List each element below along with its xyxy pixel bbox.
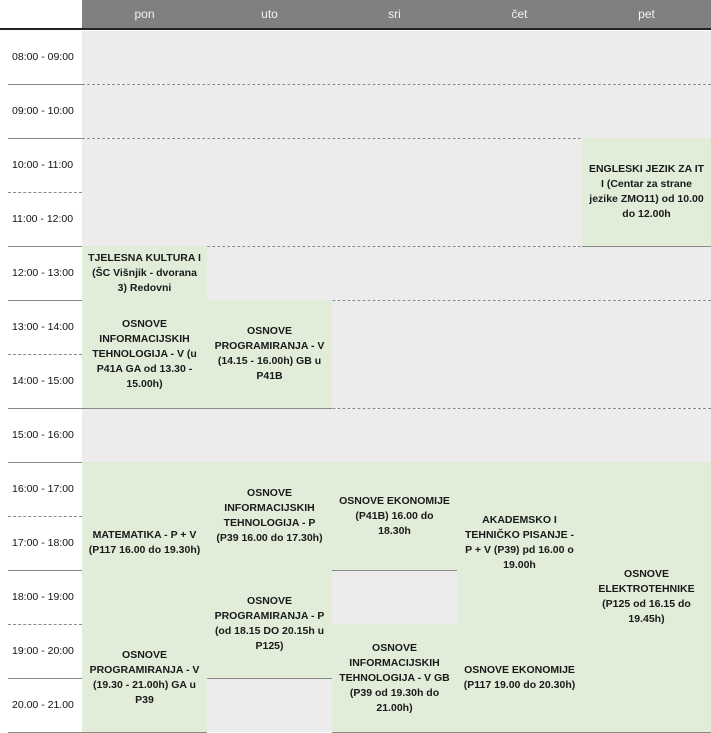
event-block[interactable] bbox=[82, 300, 207, 408]
hour-line bbox=[8, 246, 82, 247]
event-label: OSNOVE PROGRAMIRANJA - V (14.15 - 16.00h) GB u P41B bbox=[214, 325, 325, 382]
slot-band-5 bbox=[82, 409, 711, 462]
slot-band-0 bbox=[82, 31, 711, 84]
time-label: 17:00 - 18:00 bbox=[12, 537, 74, 549]
hour-line bbox=[8, 462, 82, 463]
event-label: OSNOVE INFORMACIJSKIH TEHNOLOGIJA - V (u P41A GA od 13.30 - 15.00h) bbox=[92, 317, 197, 390]
slot-band-1 bbox=[82, 85, 711, 138]
hour-line bbox=[8, 678, 82, 679]
time-label: 13:00 - 14:00 bbox=[12, 321, 74, 333]
hour-line bbox=[8, 516, 82, 517]
hour-line bbox=[8, 354, 82, 355]
day-header-1: uto bbox=[261, 7, 278, 21]
hour-line bbox=[8, 300, 82, 301]
event-block[interactable] bbox=[207, 570, 332, 678]
event-block[interactable] bbox=[582, 462, 711, 732]
event-label: OSNOVE EKONOMIJE (P41B) 16.00 do 18.30h bbox=[339, 494, 450, 537]
grid-line bbox=[82, 84, 711, 85]
event-label: OSNOVE PROGRAMIRANJA - V (19.30 - 21.00h) GA u P39 bbox=[89, 649, 200, 706]
time-label: 11:00 - 12:00 bbox=[12, 213, 74, 225]
day-header-4: pet bbox=[638, 7, 655, 21]
event-rule bbox=[332, 570, 457, 571]
event-rule bbox=[207, 678, 332, 679]
time-label: 10:00 - 11:00 bbox=[12, 159, 74, 171]
time-label: 12:00 - 13:00 bbox=[12, 267, 74, 279]
event-block[interactable] bbox=[207, 462, 332, 570]
event-rule bbox=[82, 408, 207, 409]
event-block[interactable] bbox=[332, 462, 457, 570]
hour-line bbox=[8, 408, 82, 409]
hour-line bbox=[8, 84, 82, 85]
time-label: 18:00 - 19:00 bbox=[12, 591, 74, 603]
time-label: 20.00 - 21.00 bbox=[12, 699, 74, 711]
event-label: AKADEMSKO I TEHNIČKO PISANJE - P + V (P39) pd 16.00 o 19.00h bbox=[464, 514, 575, 571]
hour-line bbox=[8, 192, 82, 193]
event-label: OSNOVE INFORMACIJSKIH TEHNOLOGIJA - P (P39 16.00 do 17.30h) bbox=[216, 487, 323, 544]
time-label: 14:00 - 15:00 bbox=[12, 375, 74, 387]
header-rule bbox=[0, 28, 711, 30]
event-label: OSNOVE PROGRAMIRANJA - P (od 18.15 DO 20.15h u P125) bbox=[214, 595, 325, 652]
event-rule bbox=[207, 408, 332, 409]
hour-line bbox=[8, 138, 82, 139]
day-header-bar bbox=[82, 0, 711, 28]
time-label: 09:00 - 10:00 bbox=[12, 105, 74, 117]
event-block[interactable] bbox=[582, 138, 711, 246]
day-header-0: pon bbox=[134, 7, 155, 21]
event-label: OSNOVE INFORMACIJSKIH TEHNOLOGIJA - V GB (P39 od 19.30h do 21.00h) bbox=[339, 641, 450, 714]
event-block[interactable] bbox=[457, 462, 582, 624]
event-label: OSNOVE EKONOMIJE (P117 19.00 do 20.30h) bbox=[463, 664, 576, 691]
event-block[interactable] bbox=[332, 624, 457, 732]
time-label: 15:00 - 16:00 bbox=[12, 429, 74, 441]
event-block[interactable] bbox=[82, 624, 207, 732]
event-label: OSNOVE ELEKTROTEHNIKE (P125 od 16.15 do 19.45h) bbox=[598, 568, 695, 625]
event-block[interactable] bbox=[82, 246, 207, 300]
day-header-2: sri bbox=[388, 7, 401, 21]
event-block[interactable] bbox=[207, 300, 332, 408]
hour-line bbox=[8, 570, 82, 571]
day-header-3: čet bbox=[511, 7, 528, 21]
event-block[interactable] bbox=[82, 462, 207, 624]
hour-line bbox=[8, 624, 82, 625]
event-label: ENGLESKI JEZIK ZA IT I (Centar za strane jezike ZMO11) od 10.00 do 12.00h bbox=[588, 163, 705, 220]
time-label: 08:00 - 09:00 bbox=[12, 51, 74, 63]
event-block[interactable] bbox=[457, 624, 582, 732]
time-label: 16:00 - 17:00 bbox=[12, 483, 74, 495]
event-rule bbox=[582, 246, 711, 247]
event-label: TJELESNA KULTURA I (ŠC Višnjik - dvorana 3) Redovni bbox=[88, 251, 201, 294]
event-label: MATEMATIKA - P + V (P117 16.00 do 19.30h) bbox=[88, 529, 201, 556]
time-label: 19:00 - 20:00 bbox=[12, 645, 74, 657]
